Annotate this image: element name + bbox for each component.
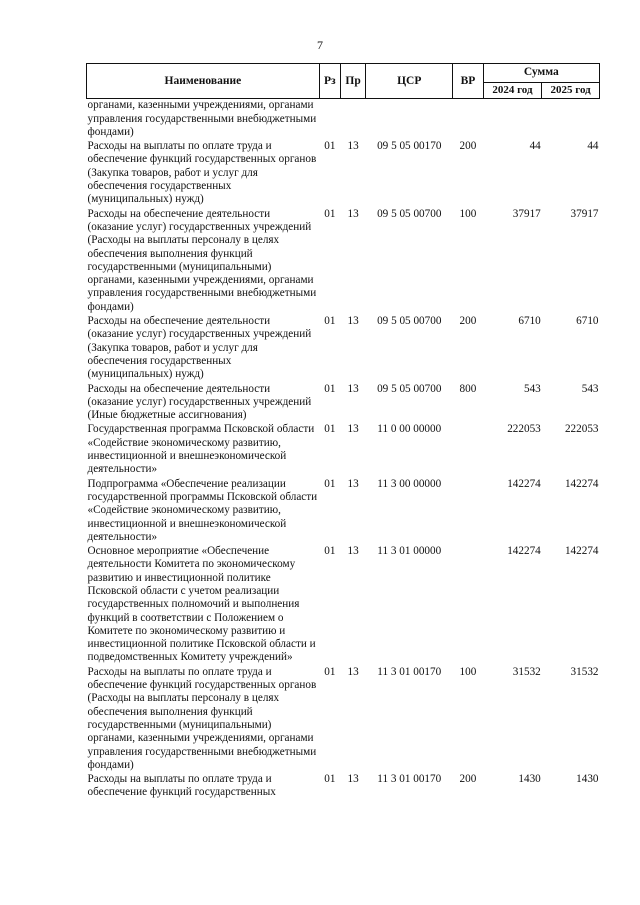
row-amount-2025: [542, 99, 600, 140]
header-pr: Пр: [340, 64, 365, 99]
row-csr: 11 0 00 00000: [377, 423, 442, 436]
row-vr: [453, 423, 483, 477]
row-vr: 200: [459, 773, 477, 786]
row-name: Основное мероприятие «Обеспечение деятельности Комитета по экономическому развитию и инвестиционной политике Псковской области с учетом реализации государственных полномочий и выполнения функций в соответствии с Положением о Комитете по экономическому развитию и инвестиционной политике Псковской области и подведомственных Комитету учреждений»: [87, 545, 316, 664]
row-amount-2024: 6710: [518, 315, 541, 328]
row-csr: 11 3 01 00170: [377, 773, 442, 786]
row-rz: 01: [324, 773, 336, 786]
header-csr: ЦСР: [366, 64, 453, 99]
table-row: [87, 315, 600, 382]
table-row: [87, 545, 600, 666]
row-vr: [453, 545, 483, 666]
header-vr: ВР: [453, 64, 483, 99]
table-row: [87, 208, 600, 315]
row-name: Расходы на обеспечение деятельности (оказание услуг) государственных учреждений (Закупка товаров, работ и услуг для обеспечения государственных (муниципальных) нужд): [87, 315, 312, 381]
table-body: [87, 99, 600, 801]
row-csr: 09 5 05 00170: [377, 140, 442, 153]
row-rz: 01: [324, 423, 336, 436]
header-year-2024: 2024 год: [483, 83, 542, 99]
table-row: [87, 666, 600, 773]
row-pr: 13: [347, 423, 359, 436]
row-rz: 01: [324, 315, 336, 328]
row-rz: 01: [324, 207, 336, 220]
row-vr: 800: [459, 382, 477, 395]
row-pr: [340, 99, 365, 140]
table-row: [87, 383, 600, 424]
table-row: [87, 140, 600, 207]
row-name: Расходы на выплаты по оплате труда и обеспечение функций государственных: [87, 773, 276, 799]
row-amount-2024: 543: [523, 382, 541, 395]
row-rz: 01: [324, 545, 336, 558]
page-number: 7: [317, 38, 323, 52]
row-vr: 200: [459, 140, 477, 153]
row-name: Государственная программа Псковской области «Содействие экономическому развитию, инвестиционной и внешнеэкономической деятельности»: [87, 423, 315, 476]
row-pr: 13: [347, 477, 359, 490]
row-amount-2025: 44: [587, 140, 599, 153]
row-pr: 13: [347, 545, 359, 558]
row-amount-2024: 142274: [507, 545, 541, 558]
header-name: Наименование: [87, 64, 320, 99]
row-rz: 01: [324, 477, 336, 490]
row-csr: [366, 99, 453, 140]
row-vr: [453, 478, 483, 545]
header-rz: Рз: [319, 64, 340, 99]
row-csr: 11 3 01 00170: [377, 665, 442, 678]
row-amount-2025: 222053: [564, 423, 599, 436]
row-csr: 09 5 05 00700: [377, 382, 442, 395]
row-pr: 13: [347, 207, 359, 220]
table-row: [87, 773, 600, 801]
row-csr: 11 3 01 00000: [377, 545, 442, 558]
row-pr: 13: [347, 382, 359, 395]
row-pr: 13: [347, 665, 359, 678]
row-pr: 13: [347, 140, 359, 153]
row-amount-2025: 31532: [570, 665, 599, 678]
row-amount-2024: 142274: [507, 477, 541, 490]
table-row: [87, 478, 600, 545]
row-amount-2024: 44: [529, 140, 541, 153]
row-vr: 100: [459, 207, 477, 220]
row-rz: 01: [324, 382, 336, 395]
row-amount-2025: 142274: [564, 477, 599, 490]
row-rz: 01: [324, 140, 336, 153]
row-name: Расходы на обеспечение деятельности (оказание услуг) государственных учреждений (Расходы на выплаты персоналу в целях обеспечения выполнения функций государственными (муниципальными) органами, казенными учреждениями, органами управления государственными внебюджетными фондами): [87, 207, 317, 313]
row-csr: 09 5 05 00700: [377, 315, 442, 328]
row-vr: [453, 99, 483, 140]
header-year-2025: 2025 год: [542, 83, 600, 99]
row-amount-2024: 222053: [507, 423, 541, 436]
row-amount-2024: 1430: [518, 773, 541, 786]
row-csr: 09 5 05 00700: [377, 207, 442, 220]
budget-table: [86, 63, 600, 801]
row-rz: 01: [324, 665, 336, 678]
row-pr: 13: [347, 773, 359, 786]
table-row: [87, 99, 600, 140]
row-amount-2025: 142274: [564, 545, 599, 558]
row-name: Расходы на выплаты по оплате труда и обеспечение функций государственных органов (Закупка товаров, работ и услуг для обеспечения государственных (муниципальных) нужд): [87, 140, 317, 206]
row-name: Подпрограмма «Обеспечение реализации государственной программы Псковской области «Содействие экономическому развитию, инвестиционной и внешнеэкономической деятельности»: [87, 477, 318, 543]
row-rz: [319, 99, 340, 140]
row-amount-2024: 31532: [512, 665, 541, 678]
row-name: Расходы на выплаты по оплате труда и обеспечение функций государственных органов (Расходы на выплаты персоналу в целях обеспечения выполнения функций государственными (муниципальными) органами, казенными учреждениями, органами управления государственными внебюджетными фондами): [87, 665, 317, 771]
row-amount-2024: 37917: [512, 207, 541, 220]
row-name: Расходы на обеспечение деятельности (оказание услуг) государственных учреждений (Иные бюджетные ассигнования): [87, 382, 312, 422]
row-amount-2025: 6710: [576, 315, 599, 328]
row-amount-2025: 37917: [570, 207, 599, 220]
row-csr: 11 3 00 00000: [377, 477, 442, 490]
row-vr: 100: [459, 665, 477, 678]
row-amount-2025: 543: [581, 382, 599, 395]
table-header: [87, 64, 600, 99]
table-row: [87, 423, 600, 477]
row-name: органами, казенными учреждениями, органами управления государственными внебюджетными фондами): [87, 99, 317, 138]
header-sum: Сумма: [483, 64, 599, 83]
row-amount-2025: 1430: [576, 773, 599, 786]
row-pr: 13: [347, 315, 359, 328]
row-vr: 200: [459, 315, 477, 328]
row-amount-2024: [483, 99, 542, 140]
